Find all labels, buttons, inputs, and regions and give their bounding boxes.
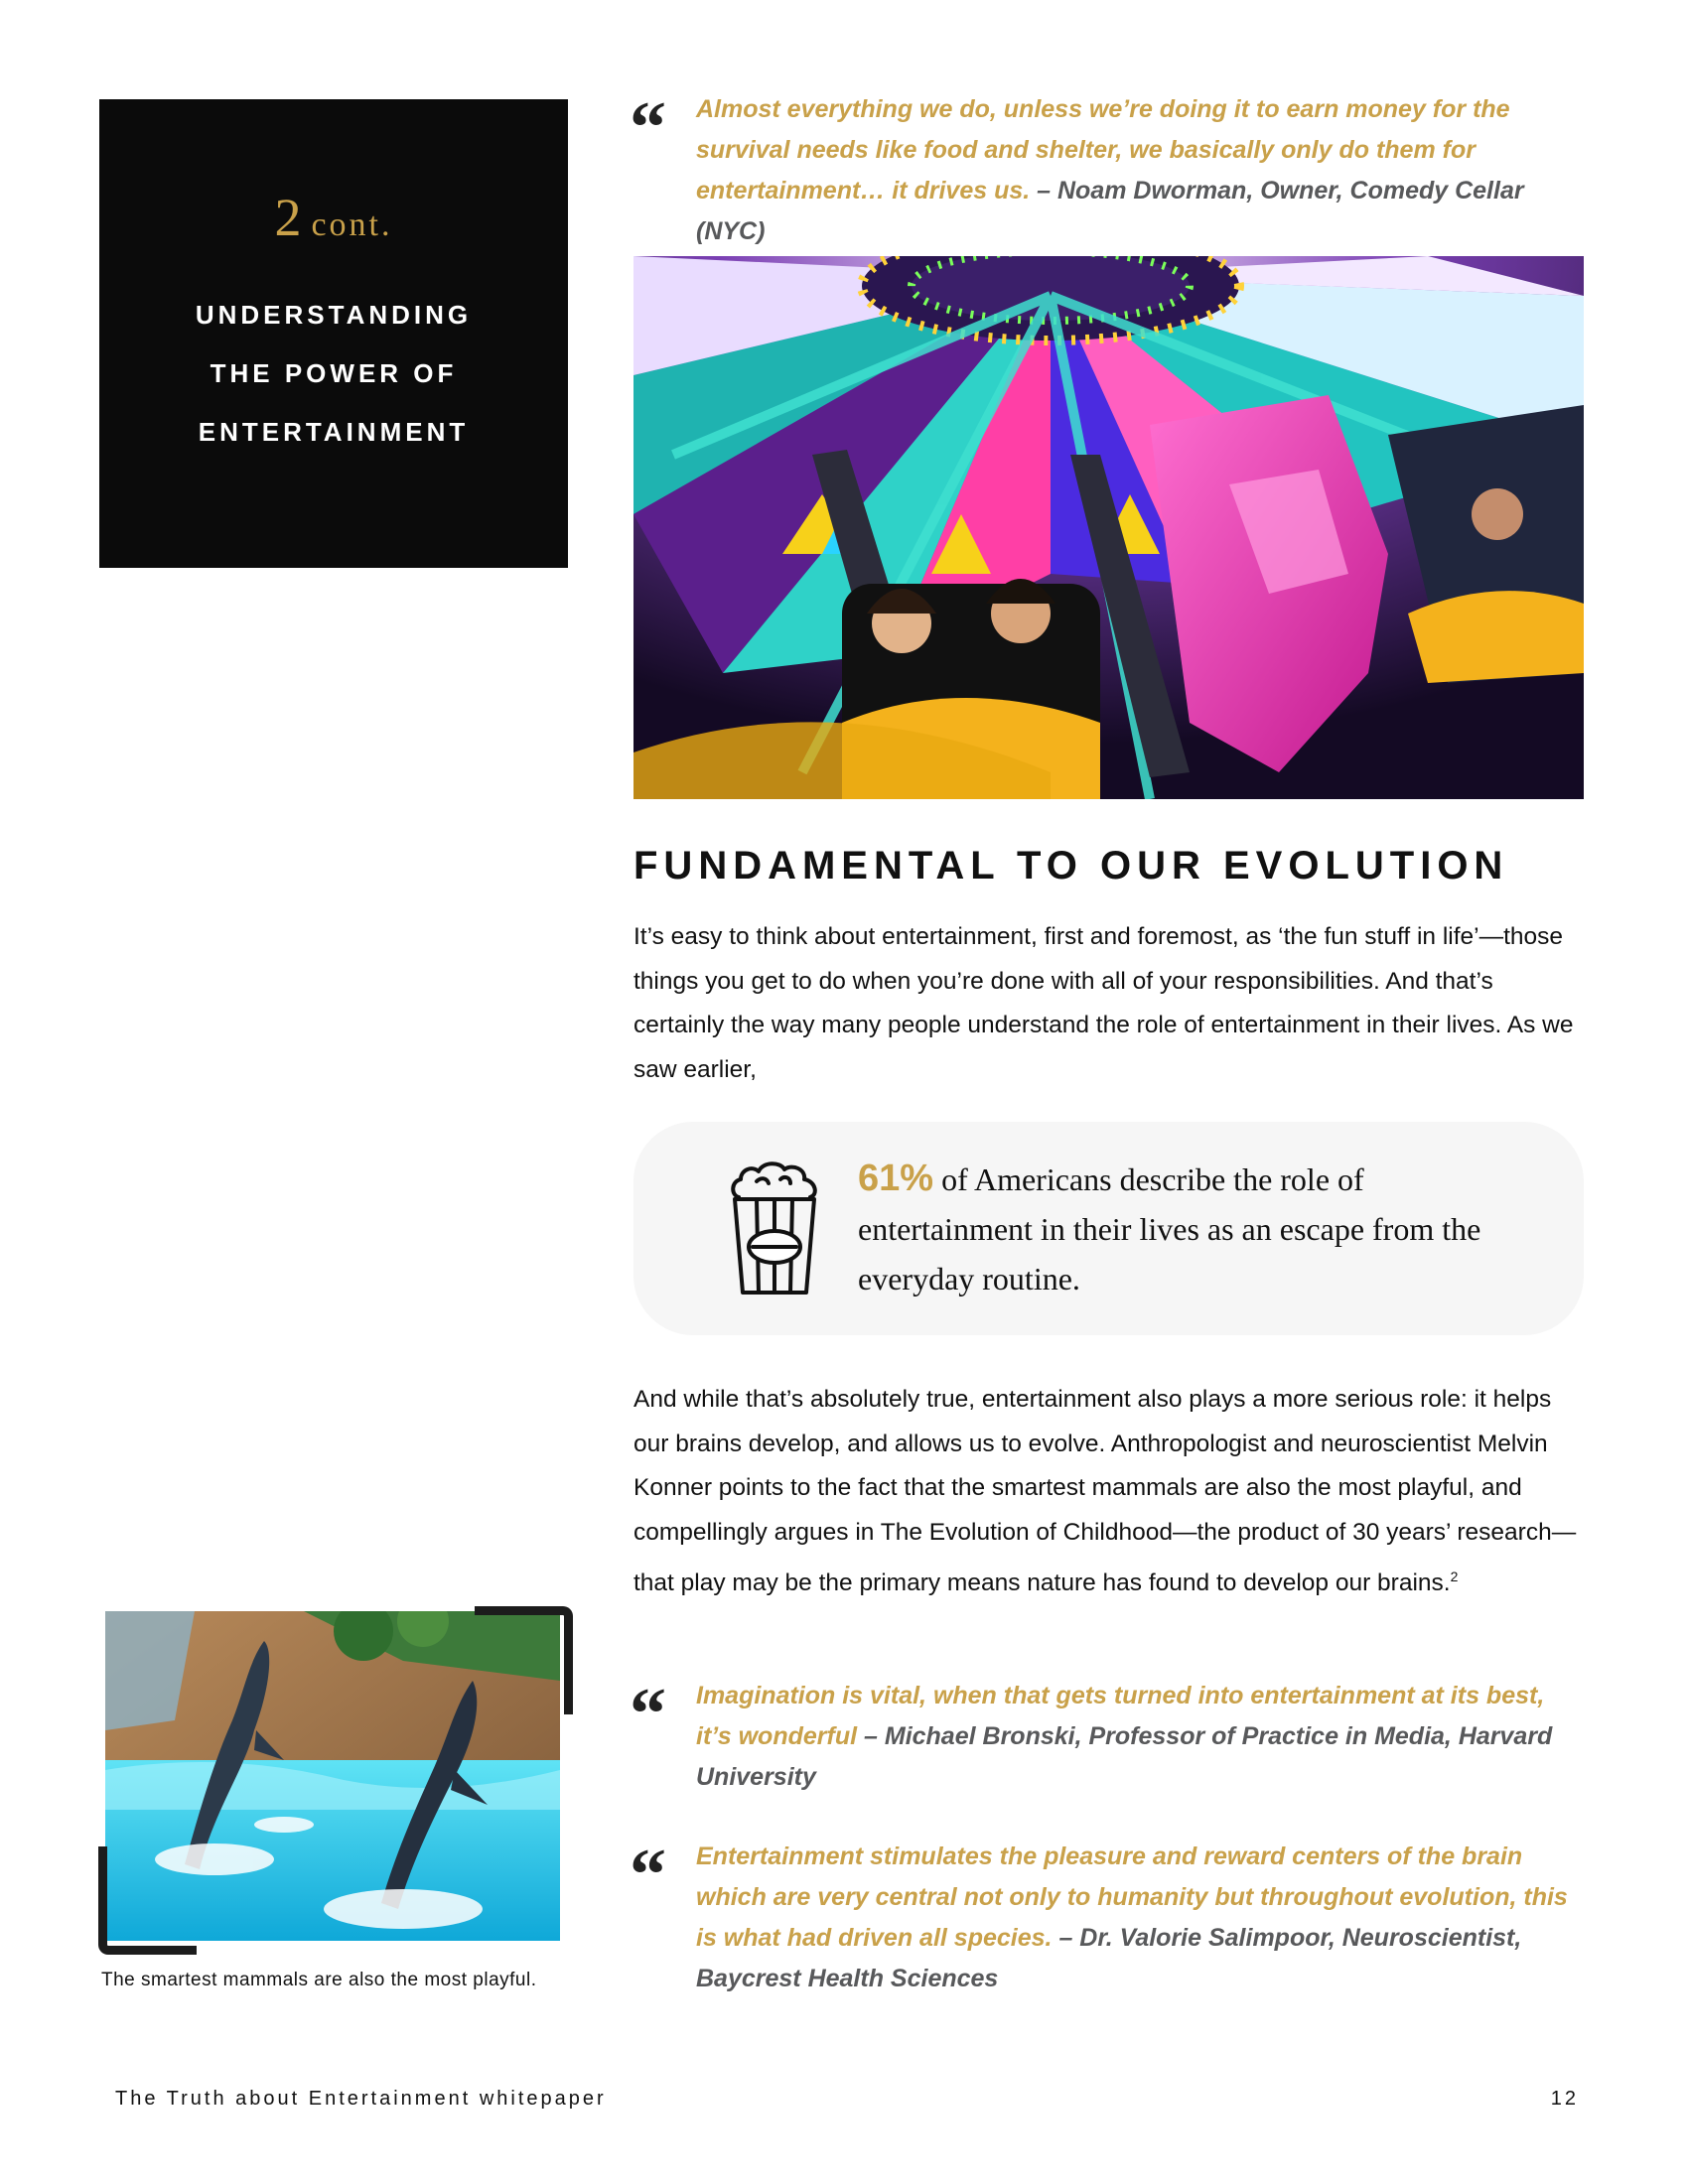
footer-title: The Truth about Entertainment whitepaper <box>115 2088 607 2110</box>
body-paragraph: And while that’s absolutely true, entertainment also plays a more serious role: it helps our brains develop, and allows us to evolve. Anthropologist and neuroscientist Melvin Konner points to the fact that the smartest mammals are also the most playful, and compellingly argues in The Evolution of Childhood—the product of 30 years’ research—that play may be the primary means nature has found to develop our brains.$^2$ <box>633 1386 1577 1597</box>
chapter-number: 2 cont. <box>274 188 393 247</box>
amusement-ride-photo <box>633 256 1584 799</box>
stat-callout <box>633 1122 1584 1335</box>
footnote-ref[interactable]: 2 <box>1450 1569 1459 1584</box>
body-paragraph: It’s easy to think about entertainment, first and foremost, as ‘the fun stuff in life’—those things you get to do when you’re done with all of your responsibilities. And that’s certainly the way many people understand the role of entertainment in their lives. As we saw earlier, <box>633 923 1574 1083</box>
page-number: 12 <box>1550 2088 1579 2110</box>
stat-percent: 61% <box>858 1158 934 1199</box>
chapter-box <box>99 99 568 568</box>
quote-mark-icon: “ <box>630 1674 666 1755</box>
stat-text: 61% of Americans describe the role of entertainment in their lives as an escape from the everyday routine. <box>858 1158 1481 1297</box>
pull-quote: Almost everything we do, unless we’re doing it to earn money for the survival needs like food and shelter, we basically only do them for entertainment… it drives us. – Noam Dworman, Owner, Comedy Cellar (NYC) <box>696 95 1524 245</box>
chapter-title: UNDERSTANDING THE POWER OF ENTERTAINMENT <box>195 300 473 447</box>
quote-mark-icon: “ <box>630 87 666 169</box>
photo-caption: The smartest mammals are also the most playful. <box>101 1970 537 1990</box>
quote-mark-icon: “ <box>630 1835 666 1916</box>
pull-quote: Entertainment stimulates the pleasure and reward centers of the brain which are very central not only to humanity but throughout evolution, this is what had driven all species. – Dr. Valorie Salimpoor, Neuroscientist, Baycrest Health Sciences <box>696 1843 1568 1992</box>
section-heading: FUNDAMENTAL TO OUR EVOLUTION <box>633 844 1509 887</box>
photo-frame-corner <box>475 1606 573 1714</box>
pull-quote: Imagination is vital, when that gets turned into entertainment at its best, it’s wonderful – Michael Bronski, Professor of Practice in Media, Harvard University <box>696 1682 1553 1791</box>
photo-frame-corner <box>98 1846 197 1955</box>
popcorn-icon <box>727 1160 822 1297</box>
